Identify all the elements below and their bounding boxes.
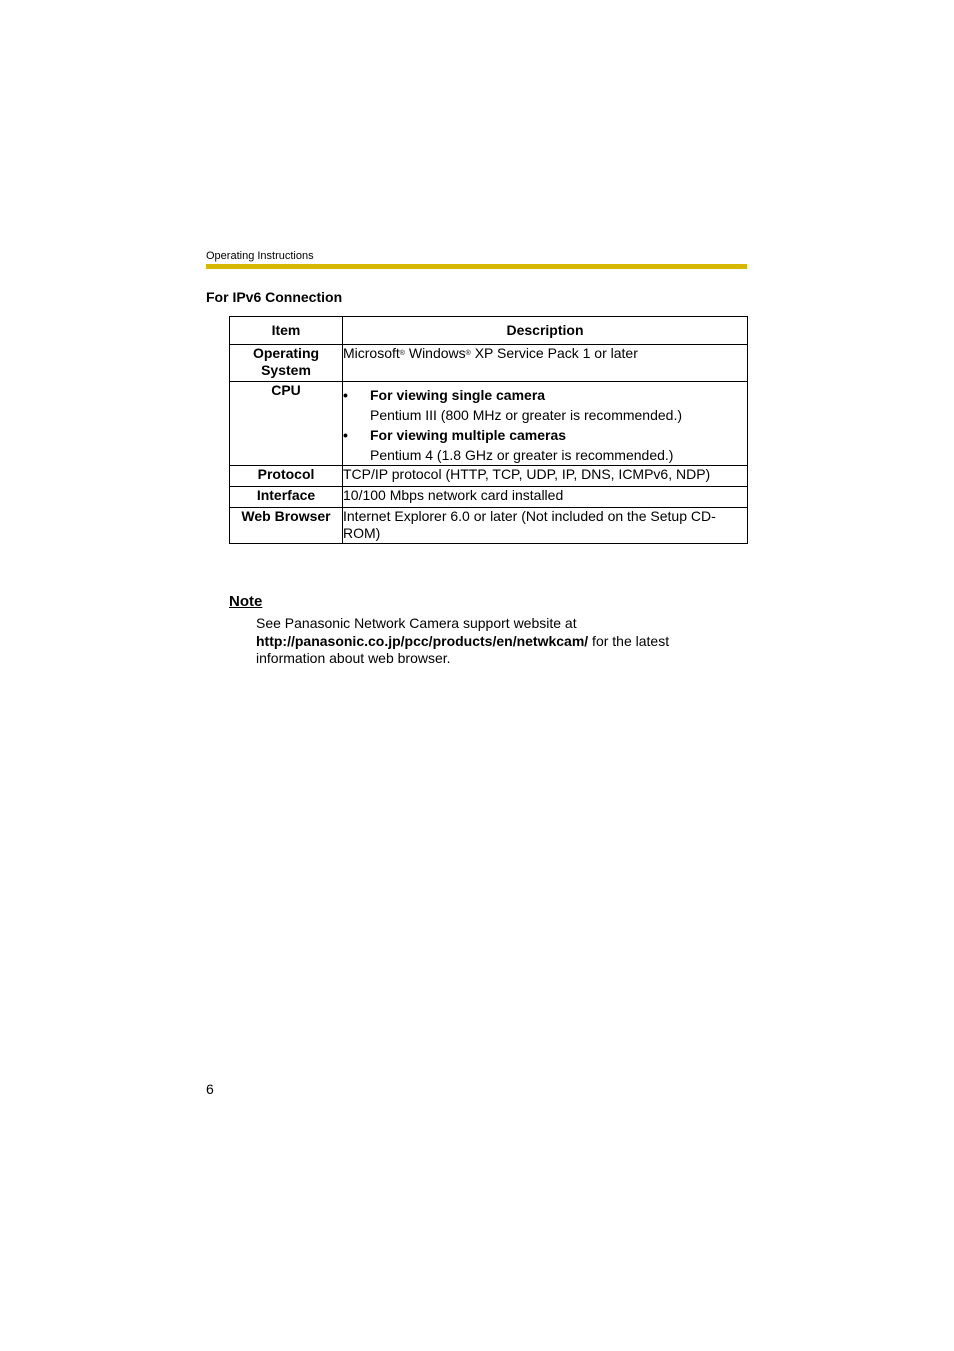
bullet-title: For viewing single camera <box>370 387 546 403</box>
row-item-label: Protocol <box>230 466 343 487</box>
header-rule <box>206 264 747 269</box>
note-line: information about web browser. <box>256 650 451 666</box>
section-title: For IPv6 Connection <box>206 289 343 305</box>
row-description <box>343 382 748 466</box>
bullet-item <box>343 385 747 405</box>
row-item-label: Interface <box>230 487 343 508</box>
support-url-link[interactable]: http://panasonic.co.jp/pcc/products/en/netwkcam/ <box>256 632 589 649</box>
bullet-icon: • <box>343 387 348 403</box>
table-row <box>230 466 748 487</box>
row-description: TCP/IP protocol (HTTP, TCP, UDP, IP, DNS, ICMPv6, NDP) <box>343 466 748 487</box>
bullet-item <box>343 425 747 445</box>
registered-mark: ® <box>399 350 405 357</box>
row-item-label: Web Browser <box>230 508 343 544</box>
table-row <box>230 345 748 382</box>
bullet-title: For viewing multiple cameras <box>370 427 567 443</box>
note-heading: Note <box>229 593 263 610</box>
row-item-label: CPU <box>230 382 343 466</box>
table-row <box>230 382 748 466</box>
bullet-detail: Pentium III (800 MHz or greater is recommended.) <box>370 407 683 423</box>
table-header-row <box>230 317 748 345</box>
desc-text: Windows <box>404 345 466 361</box>
desc-text: Microsoft <box>343 345 400 361</box>
row-description: 10/100 Mbps network card installed <box>343 487 748 508</box>
registered-mark: ® <box>465 350 471 357</box>
page-number: 6 <box>206 1081 214 1097</box>
note-line: See Panasonic Network Camera support website at <box>256 615 577 631</box>
note-line <box>256 633 736 651</box>
requirements-table <box>229 316 748 544</box>
row-description <box>343 345 748 382</box>
column-header-description: Description <box>343 317 748 345</box>
running-header: Operating Instructions <box>206 250 314 262</box>
bullet-icon: • <box>343 427 348 443</box>
table-row <box>230 487 748 508</box>
bullet-detail: Pentium 4 (1.8 GHz or greater is recommended.) <box>370 447 674 463</box>
row-item-label: Operating System <box>230 345 343 382</box>
table-row <box>230 508 748 544</box>
row-description: Internet Explorer 6.0 or later (Not included on the Setup CD-ROM) <box>343 508 748 544</box>
note-body <box>256 615 736 668</box>
desc-text: XP Service Pack 1 or later <box>470 345 638 361</box>
column-header-item: Item <box>230 317 343 345</box>
note-text: for the latest <box>588 632 670 649</box>
